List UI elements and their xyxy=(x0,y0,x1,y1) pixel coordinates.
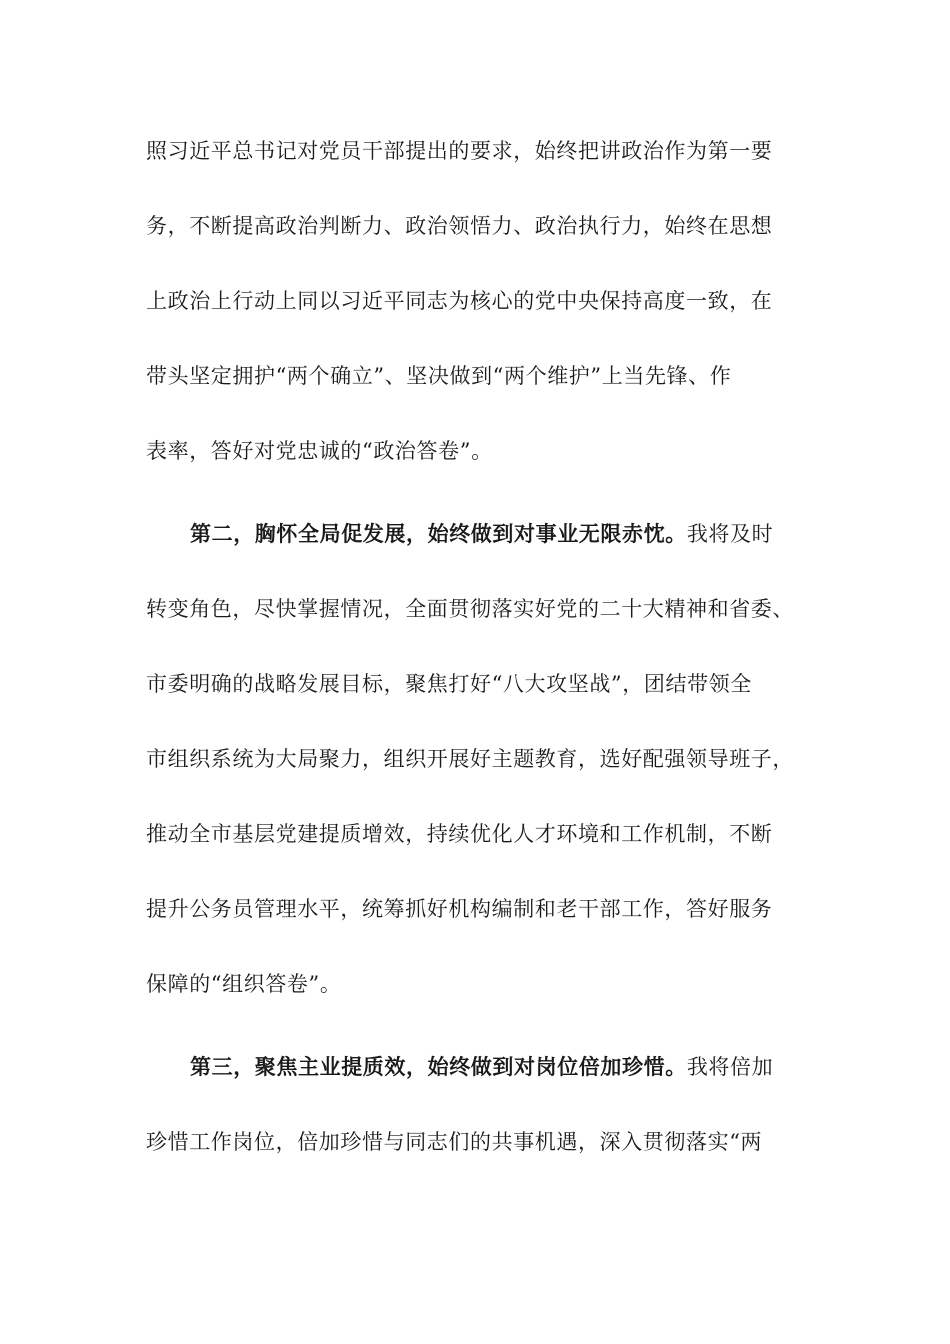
paragraph2-line-6: 提升公务员管理水平，统筹抓好机构编制和老干部工作，答好服务 xyxy=(146,897,773,921)
paragraph3-line-2: 珍惜工作岗位，倍加珍惜与同志们的共事机遇，深入贯彻落实“两 xyxy=(146,1130,763,1154)
paragraph2-first-line-text: 我将及时 xyxy=(686,522,774,546)
paragraph1-line-4: 带头坚定拥护“两个确立”、坚决做到“两个维护”上当先锋、作 xyxy=(146,364,732,388)
paragraph3-first-line xyxy=(190,1052,773,1082)
paragraph2-line-2: 转变角色，尽快掌握情况，全面贯彻落实好党的二十大精神和省委、 xyxy=(146,597,794,621)
paragraph2-line-7: 保障的“组织答卷”。 xyxy=(146,972,342,996)
paragraph2-line-4: 市组织系统为大局聚力，组织开展好主题教育，选好配强领导班子， xyxy=(146,747,794,771)
paragraph2-line-5: 推动全市基层党建提质增效，持续优化人才环境和工作机制，不断 xyxy=(146,822,773,846)
paragraph3-first-line-text: 我将倍加 xyxy=(686,1055,774,1079)
paragraph2-line-3: 市委明确的战略发展目标，聚焦打好“八大攻坚战”，团结带领全 xyxy=(146,672,752,696)
paragraph1-line-2: 务，不断提高政治判断力、政治领悟力、政治执行力，始终在思想 xyxy=(146,214,773,238)
paragraph3-heading: 第三，聚焦主业提质效，始终做到对岗位倍加珍惜。 xyxy=(190,1054,687,1079)
paragraph2-first-line xyxy=(190,519,773,549)
paragraph2-heading: 第二，胸怀全局促发展，始终做到对事业无限赤忱。 xyxy=(190,521,687,546)
paragraph1-line-1: 照习近平总书记对党员干部提出的要求，始终把讲政治作为第一要 xyxy=(146,139,773,163)
paragraph1-line-5: 表率，答好对党忠诚的“政治答卷”。 xyxy=(146,439,493,463)
paragraph1-line-3: 上政治上行动上同以习近平同志为核心的党中央保持高度一致，在 xyxy=(146,289,773,313)
